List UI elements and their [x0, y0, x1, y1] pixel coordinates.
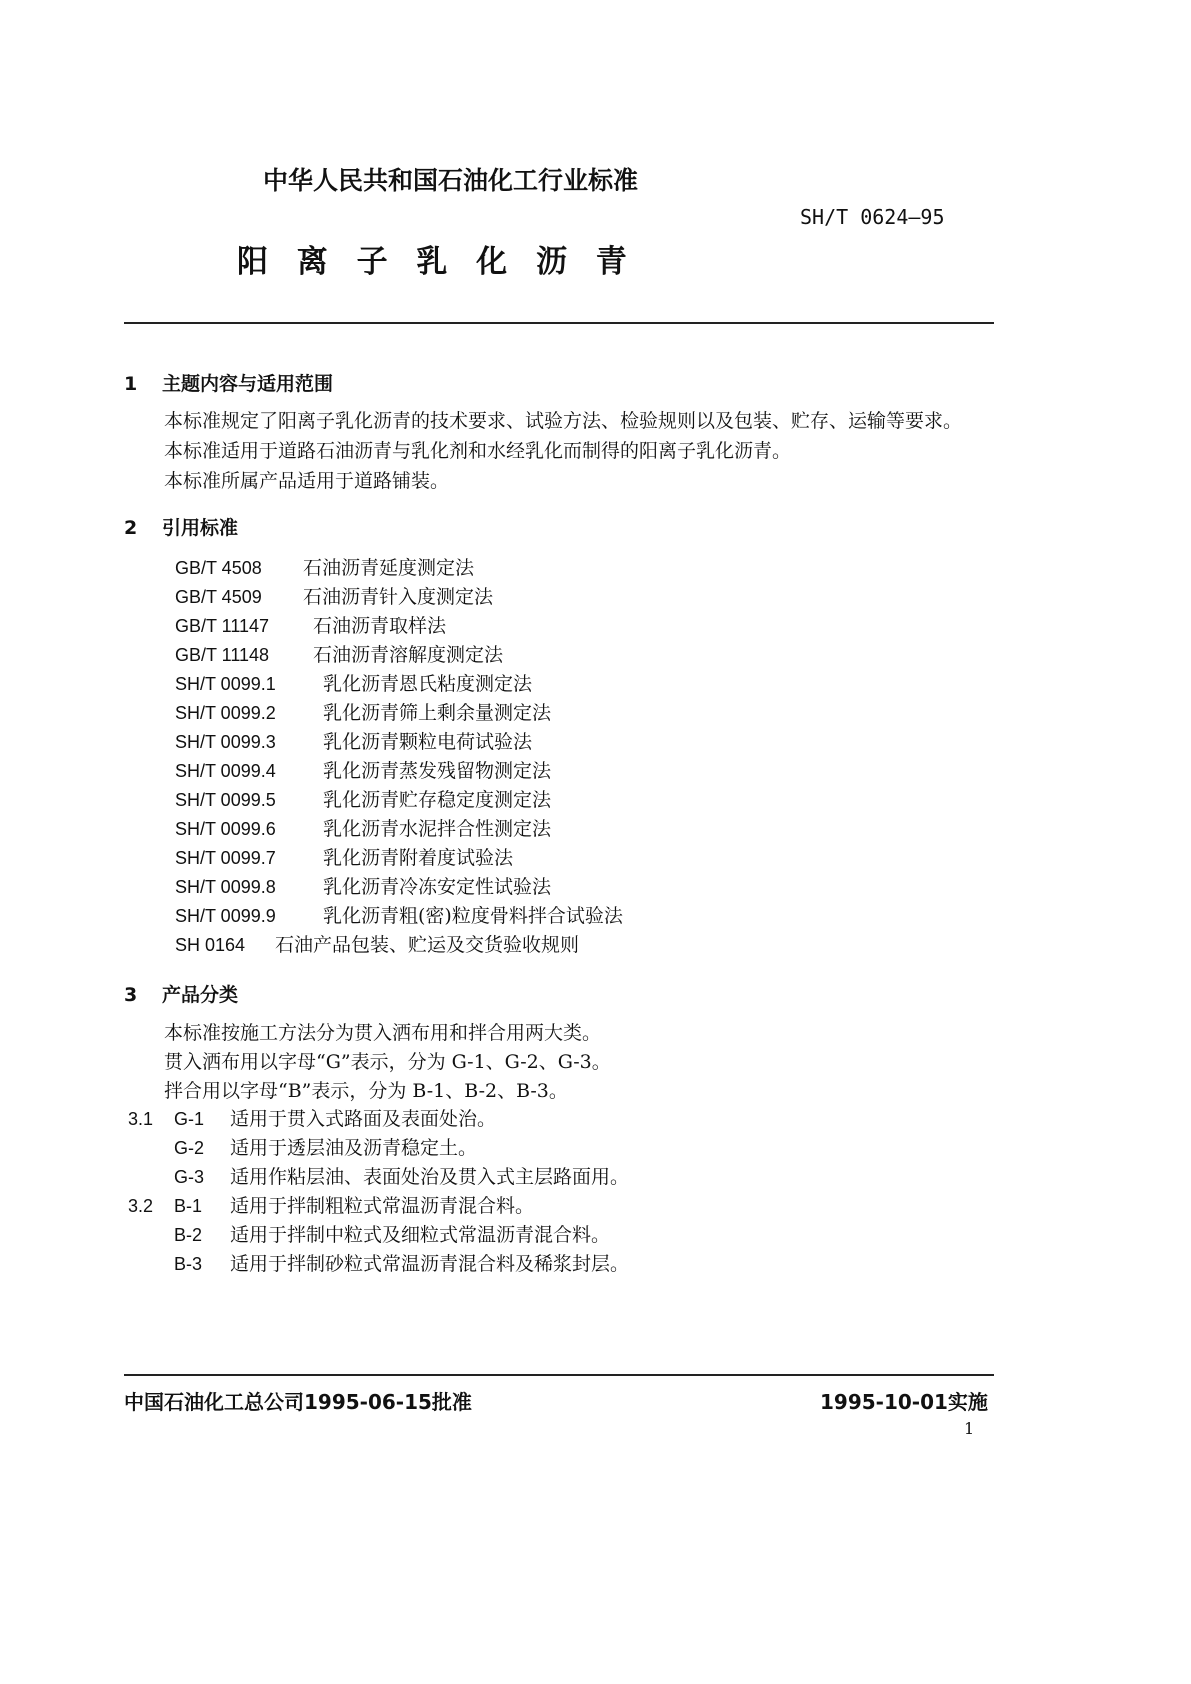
reference-item: [175, 698, 551, 728]
reference-name: 石油沥青延度测定法: [303, 557, 475, 579]
class-text: 适用于拌制粗粒式常温沥青混合料。: [230, 1195, 535, 1217]
section-title: 引用标准: [162, 517, 239, 539]
reference-item: [175, 785, 551, 815]
reference-code: SH/T 0099.8: [175, 877, 276, 897]
class-item: [174, 1249, 629, 1279]
reference-item: [175, 843, 513, 873]
paragraph: 本标准所属产品适用于道路铺装。: [164, 470, 450, 492]
reference-code: SH/T 0099.6: [175, 819, 276, 839]
class-item: [174, 1133, 477, 1163]
reference-item: [175, 930, 579, 960]
reference-name: 乳化沥青附着度试验法: [323, 847, 514, 869]
reference-code: GB/T 11147: [175, 616, 270, 636]
reference-code: GB/T 4509: [175, 587, 262, 607]
reference-name: 石油沥青针入度测定法: [303, 586, 494, 608]
class-code: B-2: [174, 1225, 203, 1245]
reference-name: 乳化沥青恩氏粘度测定法: [323, 673, 533, 695]
reference-code: SH/T 0099.1: [175, 674, 276, 694]
reference-item: [175, 756, 551, 786]
paragraph: 本标准规定了阳离子乳化沥青的技术要求、试验方法、检验规则以及包装、贮存、运输等要求。: [164, 410, 963, 432]
section-number: 2: [124, 517, 138, 539]
class-text: 适用于拌制砂粒式常温沥青混合料及稀浆封层。: [230, 1253, 630, 1275]
reference-item: [175, 727, 532, 757]
reference-name: 乳化沥青筛上剩余量测定法: [323, 702, 552, 724]
paragraph: 拌合用以字母“B”表示，分为 B-1、B-2、B-3。: [164, 1080, 568, 1102]
class-text: 适用于拌制中粒式及细粒式常温沥青混合料。: [230, 1224, 611, 1246]
class-code: G-3: [174, 1167, 205, 1187]
reference-code: SH/T 0099.2: [175, 703, 276, 723]
reference-code: SH/T 0099.9: [175, 906, 276, 926]
class-item: [174, 1104, 496, 1134]
subsection-number: 3.2: [128, 1196, 154, 1216]
reference-name: 乳化沥青水泥拌合性测定法: [323, 818, 552, 840]
reference-code: SH/T 0099.7: [175, 848, 276, 868]
class-text: 适用于贯入式路面及表面处治。: [230, 1108, 497, 1130]
header-rule: [124, 322, 994, 324]
reference-code: SH/T 0099.5: [175, 790, 276, 810]
reference-name: 石油产品包装、贮运及交货验收规则: [275, 934, 580, 956]
class-text: 适用作粘层油、表面处治及贯入式主层路面用。: [230, 1166, 630, 1188]
reference-code: GB/T 4508: [175, 558, 262, 578]
page-number: 1: [964, 1419, 975, 1438]
reference-name: 乳化沥青冷冻安定性试验法: [323, 876, 552, 898]
footer-rule: [124, 1374, 994, 1376]
reference-item: [175, 582, 493, 612]
section-2-heading: [124, 513, 238, 540]
paragraph: 本标准适用于道路石油沥青与乳化剂和水经乳化而制得的阳离子乳化沥青。: [164, 440, 792, 462]
reference-item: [175, 872, 551, 902]
section-title: 产品分类: [162, 984, 239, 1006]
effective-date: 1995-10-01实施: [820, 1390, 988, 1414]
section-1-heading: [124, 369, 333, 396]
reference-name: 石油沥青溶解度测定法: [313, 644, 504, 666]
reference-name: 乳化沥青粗(密)粒度骨料拌合试验法: [323, 905, 623, 927]
class-code: B-3: [174, 1254, 203, 1274]
reference-item: [175, 611, 446, 641]
reference-code: SH/T 0099.3: [175, 732, 276, 752]
paragraph: 贯入洒布用以字母“G”表示，分为 G-1、G-2、G-3。: [164, 1051, 611, 1073]
class-code: B-1: [174, 1196, 203, 1216]
section-title: 主题内容与适用范围: [162, 373, 334, 395]
class-code: G-2: [174, 1138, 205, 1158]
issuer-title: 中华人民共和国石油化工行业标准: [263, 166, 639, 195]
reference-code: SH/T 0099.4: [175, 761, 276, 781]
reference-item: [175, 814, 551, 844]
reference-name: 乳化沥青颗粒电荷试验法: [323, 731, 533, 753]
class-item: [174, 1162, 629, 1192]
reference-code: SH 0164: [175, 935, 246, 955]
standard-code: SH/T 0624—95: [800, 205, 945, 229]
section-number: 3: [124, 984, 138, 1006]
approval-line: 中国石油化工总公司1995-06-15批准: [124, 1390, 472, 1414]
reference-item: [175, 901, 623, 931]
reference-name: 乳化沥青蒸发残留物测定法: [323, 760, 552, 782]
reference-name: 石油沥青取样法: [313, 615, 447, 637]
reference-item: [175, 553, 474, 583]
class-text: 适用于透层油及沥青稳定土。: [230, 1137, 478, 1159]
reference-name: 乳化沥青贮存稳定度测定法: [323, 789, 552, 811]
section-number: 1: [124, 373, 138, 395]
class-code: G-1: [174, 1109, 205, 1129]
document-title: 阳 离 子 乳 化 沥 青: [237, 244, 636, 280]
reference-item: [175, 640, 503, 670]
subsection-number: 3.1: [128, 1109, 154, 1129]
paragraph: 本标准按施工方法分为贯入洒布用和拌合用两大类。: [164, 1022, 602, 1044]
reference-item: [175, 669, 532, 699]
class-item: [174, 1191, 534, 1221]
class-item: [174, 1220, 610, 1250]
reference-code: GB/T 11148: [175, 645, 270, 665]
section-3-heading: [124, 980, 238, 1007]
